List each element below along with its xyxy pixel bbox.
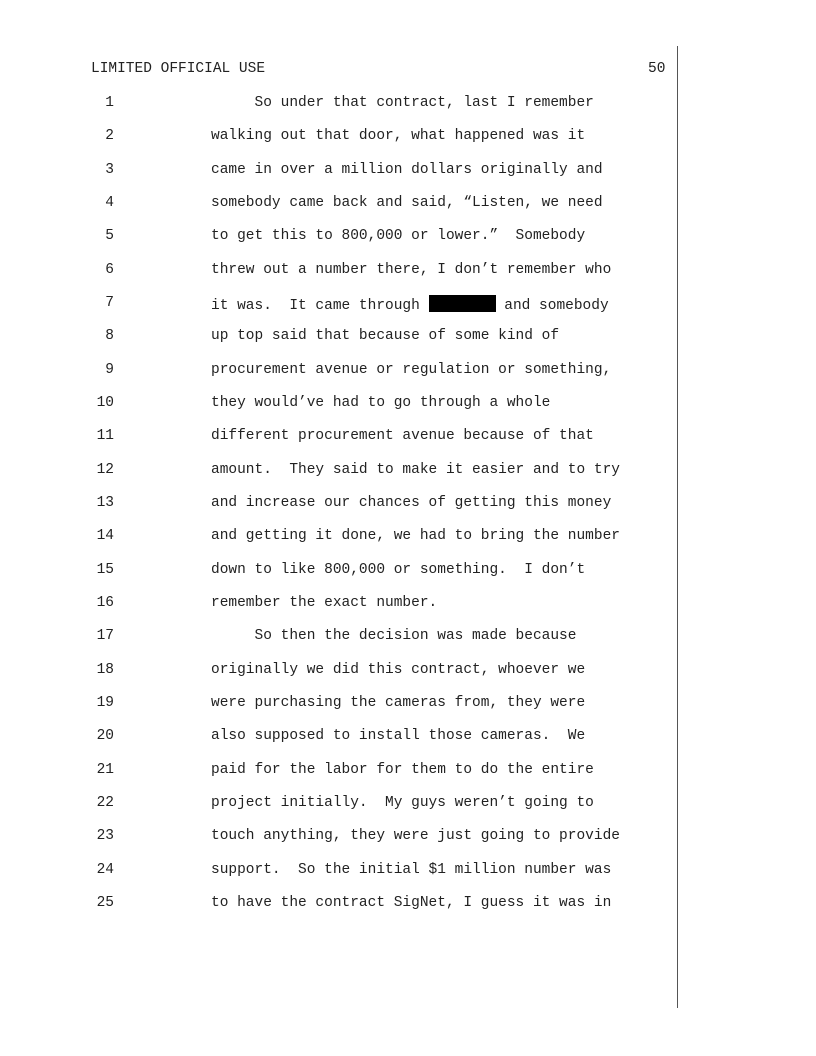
transcript-line bbox=[0, 528, 816, 561]
line-text: were purchasing the cameras from, they were bbox=[211, 695, 586, 711]
line-text: to get this to 800,000 or lower.” Somebody bbox=[211, 228, 586, 244]
transcript-line bbox=[0, 628, 816, 661]
transcript-line bbox=[0, 328, 816, 361]
line-text: also supposed to install those cameras. We bbox=[211, 728, 586, 744]
classification-header: LIMITED OFFICIAL USE bbox=[91, 61, 266, 77]
transcript-line bbox=[0, 128, 816, 161]
line-text: different procurement avenue because of that bbox=[211, 428, 594, 444]
line-number: 7 bbox=[105, 295, 114, 311]
line-text: originally we did this contract, whoever we bbox=[211, 662, 586, 678]
line-number: 14 bbox=[96, 528, 114, 544]
line-text: somebody came back and said, “Listen, we need bbox=[211, 195, 603, 211]
transcript-line bbox=[0, 462, 816, 495]
line-text: up top said that because of some kind of bbox=[211, 328, 560, 344]
transcript-line bbox=[0, 662, 816, 695]
line-number: 11 bbox=[96, 428, 114, 444]
line-number: 21 bbox=[96, 762, 114, 778]
line-number: 22 bbox=[96, 795, 114, 811]
transcript-line bbox=[0, 95, 816, 128]
line-text: down to like 800,000 or something. I don’t bbox=[211, 562, 586, 578]
line-number: 17 bbox=[96, 628, 114, 644]
transcript-line bbox=[0, 862, 816, 895]
line-number: 12 bbox=[96, 462, 114, 478]
line-text: paid for the labor for them to do the entire bbox=[211, 762, 594, 778]
transcript-line bbox=[0, 495, 816, 528]
line-number: 15 bbox=[96, 562, 114, 578]
redaction-block bbox=[429, 295, 496, 312]
transcript-line bbox=[0, 162, 816, 195]
transcript-line bbox=[0, 762, 816, 795]
transcript-line bbox=[0, 228, 816, 261]
line-number: 16 bbox=[96, 595, 114, 611]
transcript-line bbox=[0, 795, 816, 828]
transcript-line bbox=[0, 728, 816, 761]
line-text: came in over a million dollars originally and bbox=[211, 162, 603, 178]
transcript-line bbox=[0, 695, 816, 728]
line-number: 5 bbox=[105, 228, 114, 244]
line-number: 6 bbox=[105, 262, 114, 278]
line-text: and increase our chances of getting this money bbox=[211, 495, 612, 511]
transcript-line bbox=[0, 828, 816, 861]
line-text-with-redaction bbox=[211, 295, 609, 314]
line-text: walking out that door, what happened was it bbox=[211, 128, 586, 144]
line-number: 19 bbox=[96, 695, 114, 711]
line-text: remember the exact number. bbox=[211, 595, 438, 611]
line-text: touch anything, they were just going to provide bbox=[211, 828, 620, 844]
line-number: 9 bbox=[105, 362, 114, 378]
line-text-before-redaction: it was. It came through bbox=[211, 298, 429, 314]
line-number: 8 bbox=[105, 328, 114, 344]
line-text: So then the decision was made because bbox=[211, 628, 577, 644]
line-text: procurement avenue or regulation or something, bbox=[211, 362, 612, 378]
line-number: 1 bbox=[105, 95, 114, 111]
line-text: threw out a number there, I don’t remember who bbox=[211, 262, 612, 278]
line-number: 23 bbox=[96, 828, 114, 844]
page-number: 50 bbox=[648, 61, 666, 77]
line-text: and getting it done, we had to bring the number bbox=[211, 528, 620, 544]
line-number: 10 bbox=[96, 395, 114, 411]
transcript-line bbox=[0, 595, 816, 628]
line-text-after-redaction: and somebody bbox=[495, 298, 609, 314]
line-text: project initially. My guys weren’t going to bbox=[211, 795, 594, 811]
line-number: 18 bbox=[96, 662, 114, 678]
line-number: 2 bbox=[105, 128, 114, 144]
line-text: to have the contract SigNet, I guess it was in bbox=[211, 895, 612, 911]
transcript-line bbox=[0, 428, 816, 461]
line-number: 20 bbox=[96, 728, 114, 744]
transcript-line bbox=[0, 395, 816, 428]
transcript-line bbox=[0, 295, 816, 328]
line-number: 25 bbox=[96, 895, 114, 911]
transcript-line bbox=[0, 895, 816, 928]
line-number: 24 bbox=[96, 862, 114, 878]
line-text: support. So the initial $1 million number was bbox=[211, 862, 612, 878]
transcript-line bbox=[0, 262, 816, 295]
line-text: they would’ve had to go through a whole bbox=[211, 395, 551, 411]
line-text: So under that contract, last I remember bbox=[211, 95, 594, 111]
transcript-line bbox=[0, 195, 816, 228]
line-number: 13 bbox=[96, 495, 114, 511]
transcript-line bbox=[0, 362, 816, 395]
transcript-line bbox=[0, 562, 816, 595]
line-number: 4 bbox=[105, 195, 114, 211]
line-number: 3 bbox=[105, 162, 114, 178]
line-text: amount. They said to make it easier and to try bbox=[211, 462, 620, 478]
